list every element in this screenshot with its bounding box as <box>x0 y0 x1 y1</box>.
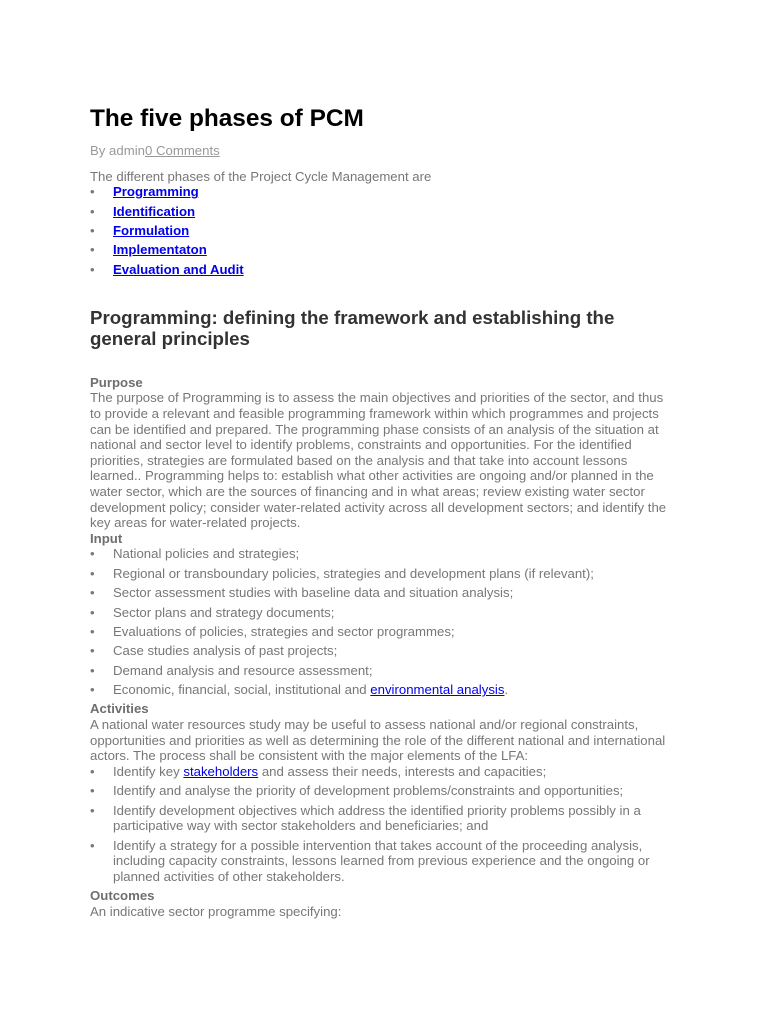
purpose-text: The purpose of Programming is to assess the main objectives and priorities of the sector, and thus to provide a relevant and feasible programming framework within which programmes and projects can be identified and prepared. The programming phase consists of an analysis of the situation at national and sector level to identify problems, constraints and opportunities. For the identified priorities, strategies are formulated based on the analysis and that take into account lessons learned.. Programming helps to: establish what other activities are ongoing and/or planned in the water sector, which are the sources of financing and in what areas; review existing water sector development policy; consider water-related activity across all development sectors; and identify the key areas for water-related projects. <box>90 390 667 531</box>
page-title: The five phases of PCM <box>90 105 364 132</box>
activities-list <box>90 764 672 885</box>
list-item: • National policies and strategies; <box>90 546 672 562</box>
list-item: • Regional or transboundary policies, strategies and development plans (if relevant); <box>90 566 672 582</box>
activities-text: A national water resources study may be useful to assess national and/or regional constraints, opportunities and priorities as well as determining the role of the different national and international actors. The process shall be consistent with the major elements of the LFA: <box>90 717 666 764</box>
list-item: • Evaluations of policies, strategies and sector programmes; <box>90 624 672 640</box>
list-item: • Sector plans and strategy documents; <box>90 605 672 621</box>
activities-label: Activities <box>90 701 149 717</box>
phase-link-evaluation-audit[interactable]: Evaluation and Audit <box>113 261 244 277</box>
list-item: • Identify development objectives which address the identified priority problems possibly in a participative way with sector stakeholders and beneficiaries; and <box>90 803 672 834</box>
list-item <box>90 262 672 278</box>
list-item-text: Identify key <box>113 763 184 779</box>
stakeholders-link[interactable]: stakeholders <box>183 763 259 779</box>
byline <box>90 143 672 159</box>
list-item: • Sector assessment studies with baseline data and situation analysis; <box>90 585 672 601</box>
intro-text: The different phases of the Project Cycle Management are <box>90 168 432 184</box>
section-heading: Programming: defining the framework and establishing the general principles <box>90 306 615 349</box>
environmental-analysis-link[interactable]: environmental analysis <box>370 682 505 698</box>
phase-link-programming[interactable]: Programming <box>113 184 199 200</box>
input-list <box>90 546 672 697</box>
list-item: • Identify and analyse the priority of development problems/constraints and opportunities; <box>90 783 672 799</box>
list-item <box>90 242 672 258</box>
phase-link-implementation[interactable]: Implementaton <box>113 242 207 258</box>
comments-link[interactable]: 0 Comments <box>144 142 220 158</box>
list-item <box>90 764 672 780</box>
list-item <box>90 682 672 698</box>
list-item: • Identify a strategy for a possible intervention that takes account of the proceeding analysis, including capacity constraints, lessons learned from previous experience and the ongoing or planned activities of other stakeholders. <box>90 838 672 885</box>
phase-link-formulation[interactable]: Formulation <box>113 223 190 239</box>
phase-links-list <box>90 184 672 277</box>
list-item <box>90 204 672 220</box>
list-item-text: Economic, financial, social, institutional and <box>113 682 371 698</box>
outcomes-text: An indicative sector programme specifying: <box>90 903 342 919</box>
list-item: • Demand analysis and resource assessment; <box>90 663 672 679</box>
article <box>90 105 672 919</box>
purpose-label: Purpose <box>90 374 143 390</box>
byline-author: By admin <box>90 142 145 158</box>
list-item-text: . <box>504 682 509 698</box>
phase-link-identification[interactable]: Identification <box>113 203 196 219</box>
list-item-text: and assess their needs, interests and capacities; <box>258 763 547 779</box>
input-label: Input <box>90 530 123 546</box>
list-item <box>90 223 672 239</box>
outcomes-label: Outcomes <box>90 888 155 904</box>
list-item <box>90 184 672 200</box>
list-item: • Case studies analysis of past projects; <box>90 643 672 659</box>
